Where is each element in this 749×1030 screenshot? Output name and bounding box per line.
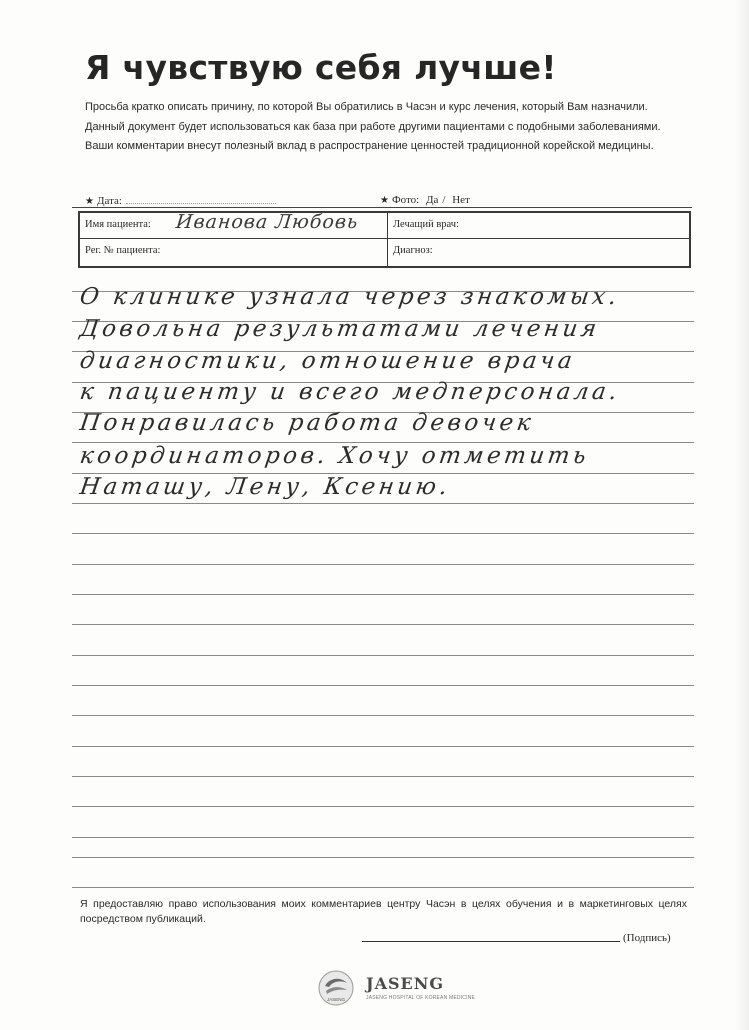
patient-info-table xyxy=(78,211,691,268)
patient-name-label: Имя пациента: xyxy=(85,219,151,230)
ruled-line xyxy=(72,594,694,595)
handwritten-line: диагностики, отношение врача xyxy=(78,348,578,374)
registration-number-label: Рег. № пациента: xyxy=(85,245,161,256)
handwritten-line: Понравилась работа девочек xyxy=(78,410,536,436)
signature-line[interactable] xyxy=(362,941,620,942)
logo-caption: JASENG xyxy=(326,997,346,1002)
ruled-line xyxy=(72,806,694,807)
brand-name: JASENG xyxy=(366,974,445,993)
ruled-line xyxy=(72,533,694,534)
ruled-line xyxy=(72,685,694,686)
patient-name-field[interactable] xyxy=(80,213,388,239)
ruled-line xyxy=(72,857,694,858)
ruled-line xyxy=(72,776,694,777)
page-title: Я чувствую себя лучше! xyxy=(85,48,557,87)
diagnosis-label: Диагноз: xyxy=(393,245,433,256)
photo-no-option[interactable]: Нет xyxy=(452,194,470,206)
handwritten-line: Наташу, Лену, Ксению. xyxy=(78,474,453,500)
diagnosis-field[interactable] xyxy=(388,239,689,266)
handwritten-line: Довольна результатами лечения xyxy=(78,316,602,342)
header-divider xyxy=(72,207,692,208)
date-field[interactable] xyxy=(85,194,276,207)
ruled-line xyxy=(72,746,694,747)
jaseng-logo-icon xyxy=(318,970,354,1006)
doctor-label: Лечащий врач: xyxy=(393,219,459,230)
date-label: Дата: xyxy=(96,195,122,207)
ruled-line xyxy=(72,887,694,888)
intro-paragraph xyxy=(85,98,705,157)
signature-label: (Подпись) xyxy=(623,932,671,944)
photo-separator: / xyxy=(442,194,446,206)
doctor-field[interactable] xyxy=(388,213,689,239)
ruled-line xyxy=(72,503,694,504)
ruled-line xyxy=(72,837,694,838)
ruled-line xyxy=(72,715,694,716)
footer-logo xyxy=(318,968,518,1008)
brand-subtitle: JASENG HOSPITAL OF KOREAN MEDICINE xyxy=(366,995,476,1001)
intro-line: Ваши комментарии внесут полезный вклад в распространение ценностей традиционной корейской медицины. xyxy=(85,140,654,152)
consent-statement: Я предоставляю право использования моих комментариев центру Часэн в целях обучения и в маркетинговых целях посредством публикаций. xyxy=(80,898,687,925)
patient-name-value: Иванова Любовь xyxy=(174,211,360,233)
scan-edge-shadow xyxy=(735,0,749,1030)
ruled-line xyxy=(72,564,694,565)
intro-line: Данный документ будет использоваться как база при работе другими пациентами с подобными заболеваниями. xyxy=(85,120,661,133)
date-dotted-line xyxy=(126,194,276,204)
registration-number-field[interactable] xyxy=(80,239,388,266)
handwritten-line: к пациенту и всего медперсонала. xyxy=(78,379,622,405)
handwritten-line: О клинике узнала через знакомых. xyxy=(78,284,622,310)
photo-field xyxy=(380,194,474,206)
photo-label: Фото: xyxy=(391,194,420,206)
ruled-line xyxy=(72,655,694,656)
ruled-line xyxy=(72,624,694,625)
handwritten-line: координаторов. Хочу отметить xyxy=(78,443,591,469)
intro-line: Просьба кратко описать причину, по которой Вы обратились в Часэн и курс лечения, который Вам назначили. xyxy=(85,101,648,113)
star-icon: ★ xyxy=(85,196,94,207)
star-icon: ★ xyxy=(380,195,389,206)
photo-yes-option[interactable]: Да xyxy=(425,194,439,206)
